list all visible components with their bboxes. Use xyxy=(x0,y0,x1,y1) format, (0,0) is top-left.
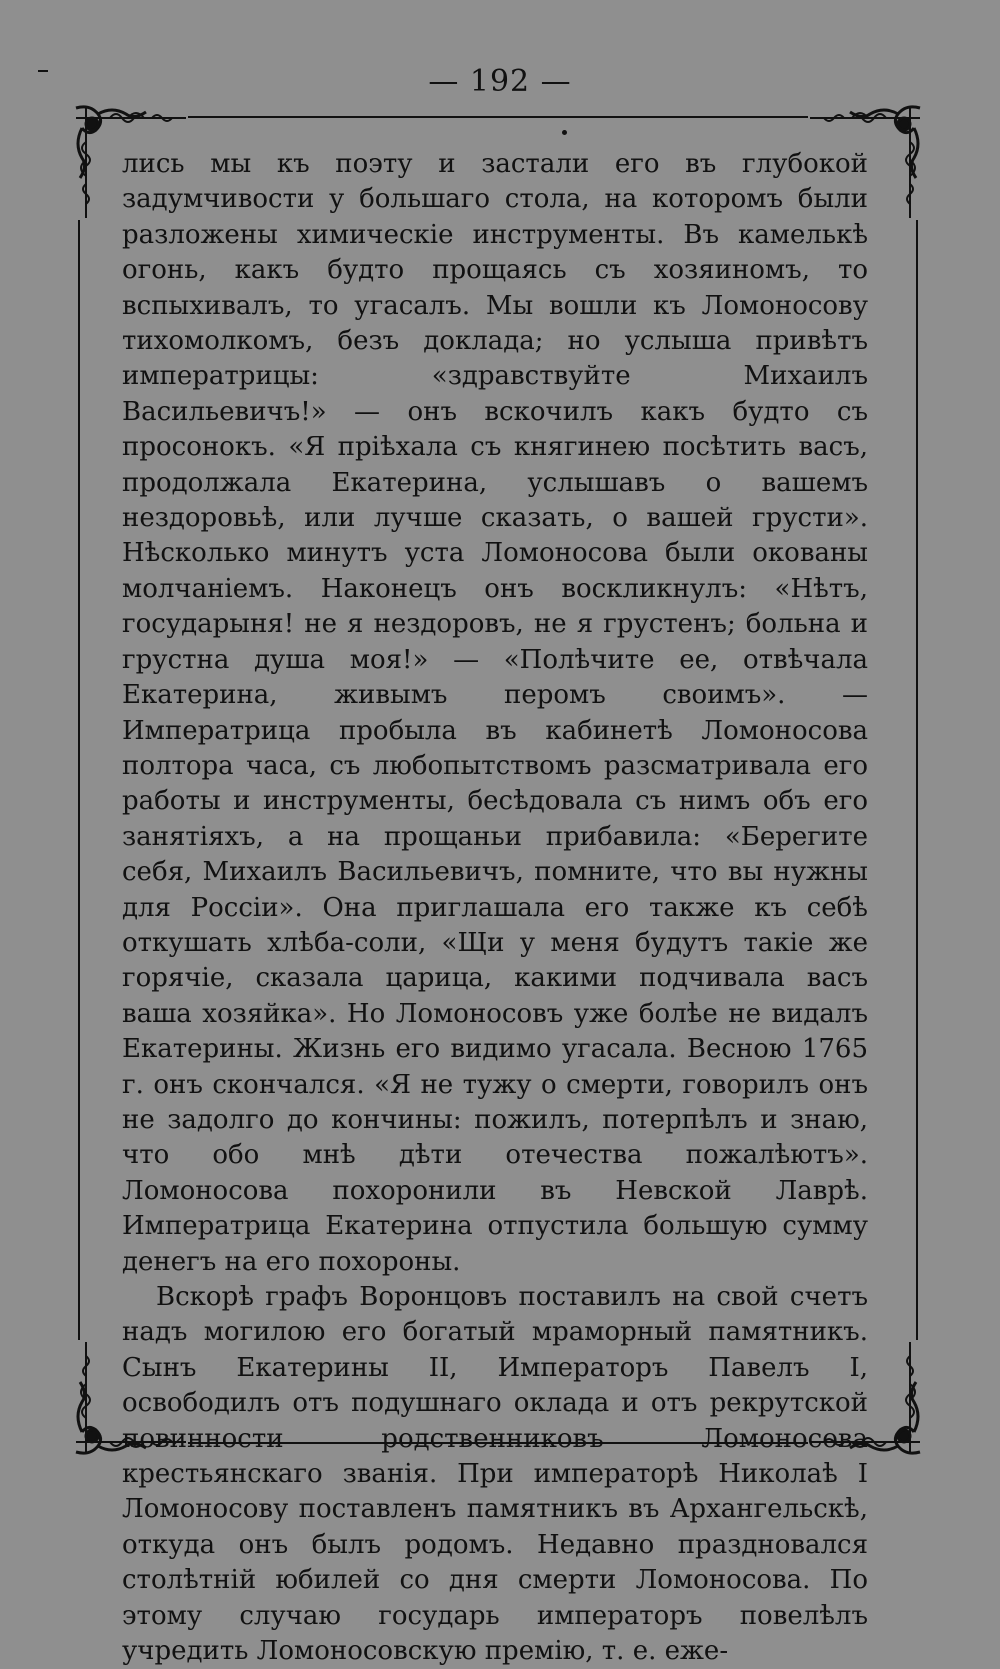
frame-top-rule xyxy=(188,116,808,118)
paragraph-1: лись мы къ поэту и застали его въ глубокой задумчивости у большаго стола, на которомъ были разложены химическіе инструменты. Въ камелькѣ огонь, какъ будто прощаясь съ хозяиномъ, то вспыхивалъ, то угасалъ. Мы вошли къ Ломоносову тихомолкомъ, безъ доклада; но услыша привѣтъ императрицы: «здравствуйте Михаилъ Васильевичъ!» — онъ вскочилъ какъ будто съ просонокъ. «Я пріѣхала съ княгинею посѣтить васъ, продолжала Екатерина, услышавъ о вашемъ нездоровьѣ, или лучше сказать, о вашей грусти». Нѣсколько минутъ уста Ломоносова были окованы молчаніемъ. Наконецъ онъ воскликнулъ: «Нѣтъ, государыня! не я нездоровъ, не я грустенъ; больна и грустна душа моя!» — «Полѣчите ее, отвѣчала Екатерина, живымъ перомъ своимъ». — Императрица пробыла въ кабинетѣ Ломоносова полтора часа, съ любопытствомъ разсматривала его работы и инструменты, бесѣдовала съ нимъ объ его занятіяхъ, а на прощаньи прибавила: «Берегите себя, Михаилъ Васильевичъ, помните, что вы нужны для Россіи». Она приглашала его также къ себѣ откушать хлѣба-соли, «Щи у меня будутъ такіе же горячіе, сказала царица, какими подчивала васъ ваша хозяйка». Но Ломоносовъ уже болѣе не видалъ Екатерины. Жизнь его видимо угасала. Весною 1765 г. онъ скончался. «Я не тужу о смерти, говорилъ онъ не задолго до кончины: пожилъ, потерпѣлъ и знаю, что обо мнѣ дѣти отечества пожалѣютъ». Ломоносова похоронили въ Невской Лаврѣ. Императрица Екатерина отпустила большую сумму денегъ на его похороны. xyxy=(122,149,868,1277)
page-body xyxy=(122,147,868,1669)
frame-left-rule xyxy=(78,220,80,1340)
paragraph-2: Вскорѣ графъ Воронцовъ поставилъ на свой счетъ надъ могилою его богатый мраморный памятникъ. Сынъ Екатерины II, Императоръ Павелъ I, освободилъ отъ подушнаго оклада и отъ рекрутской повинности родственниковъ Ломоносова крестьянскаго званія. При императорѣ Николаѣ I Ломоносову поставленъ памятникъ въ Архангельскѣ, откуда онъ былъ родомъ. Недавно праздновался столѣтній юбилей со дня смерти Ломоносова. По этому случаю государь императоръ повелѣлъ учредить Ломоносовскую премію, т. е. еже- xyxy=(122,1282,868,1667)
frame-right-rule xyxy=(916,220,918,1340)
page-number: — 192 — xyxy=(428,64,572,99)
